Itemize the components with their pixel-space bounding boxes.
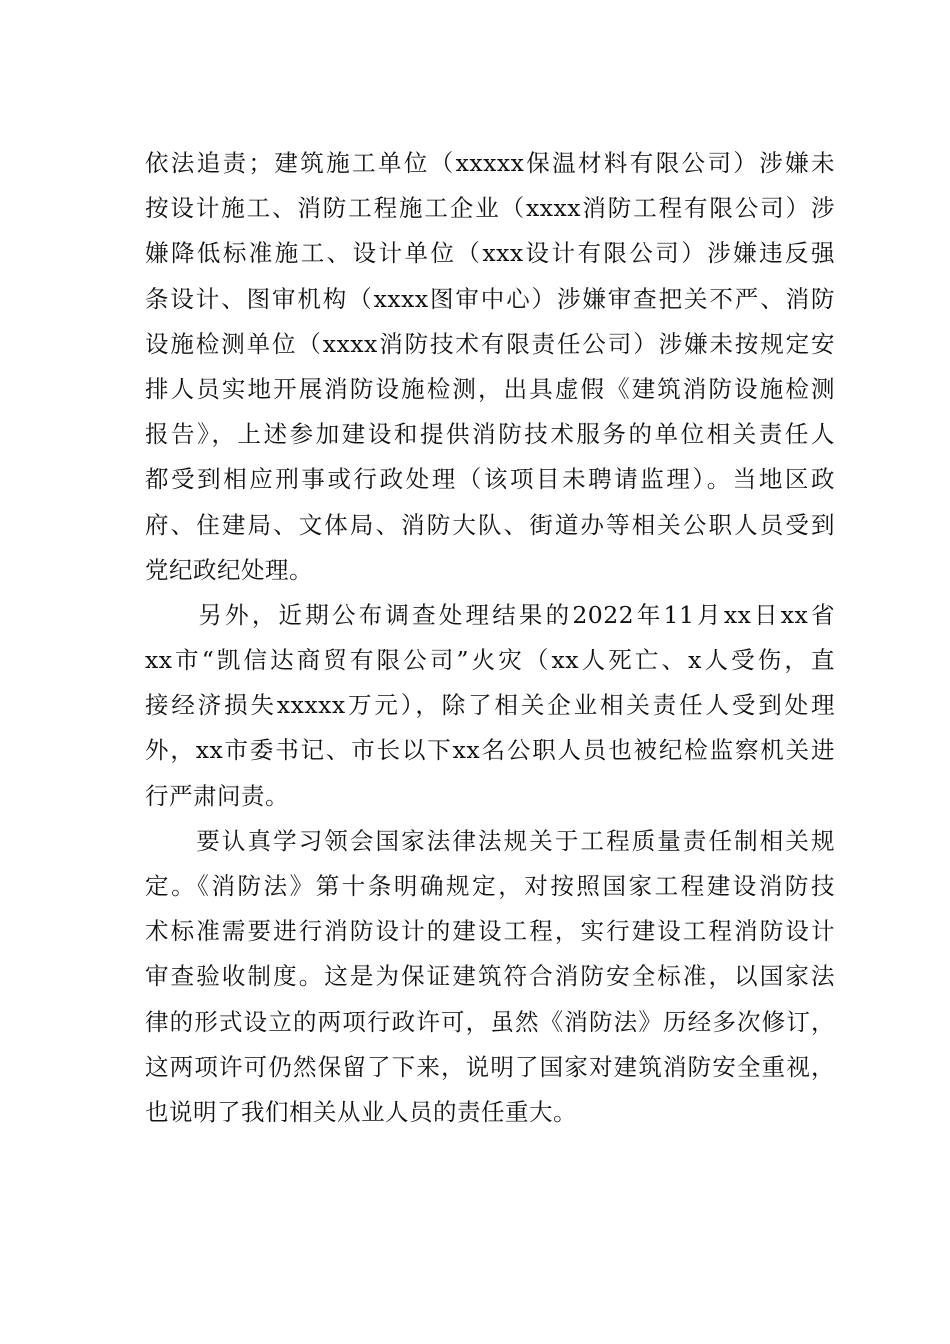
text-line: 定。《消防法》第十条明确规定，对按照国家工程建设消防技 xyxy=(145,872,835,900)
text-line: 审查验收制度。这是为保证建筑符合消防安全标准，以国家法 xyxy=(145,962,835,991)
text-line: 外，xx市委书记、市长以下xx名公职人员也被纪检监察机关进 xyxy=(145,736,835,765)
text-line: 府、住建局、文体局、消防大队、街道办等相关公职人员受到 xyxy=(145,510,835,539)
text-line: 接经济损失xxxxx万元），除了相关企业相关责任人受到处理 xyxy=(145,691,835,720)
text-line: 党纪政纪处理。 xyxy=(145,555,313,584)
text-line: 报告》，上述参加建设和提供消防技术服务的单位相关责任人 xyxy=(145,420,835,449)
text-line: 另外，近期公布调查处理结果的2022年11月xx日xx省 xyxy=(145,600,835,629)
text-line: 依法追责；建筑施工单位（xxxxx保温材料有限公司）涉嫌未 xyxy=(145,149,835,177)
text-line: 条设计、图审机构（xxxx图审中心）涉嫌审查把关不严、消防 xyxy=(145,284,835,313)
text-line: 也说明了我们相关从业人员的责任重大。 xyxy=(145,1097,577,1126)
text-line: 按设计施工、消防工程施工企业（xxxx消防工程有限公司）涉 xyxy=(145,194,835,223)
text-line: 术标准需要进行消防设计的建设工程，实行建设工程消防设计 xyxy=(145,917,835,946)
text-line: 排人员实地开展消防设施检测，出具虚假《建筑消防设施检测 xyxy=(145,374,835,403)
text-line: 行严肃问责。 xyxy=(145,781,289,810)
paragraph-2 xyxy=(145,593,835,819)
text-line: 嫌降低标准施工、设计单位（xxx设计有限公司）涉嫌违反强 xyxy=(145,239,835,268)
paragraph-3 xyxy=(145,819,835,1135)
text-line: 要认真学习领会国家法律法规关于工程质量责任制相关规 xyxy=(145,826,835,855)
paragraph-1 xyxy=(145,141,835,593)
document-body xyxy=(145,141,835,1135)
text-line: 这两项许可仍然保留了下来，说明了国家对建筑消防安全重视， xyxy=(145,1052,835,1081)
text-line: 律的形式设立的两项行政许可，虽然《消防法》历经多次修订， xyxy=(145,1007,835,1036)
text-line: xx市“凯信达商贸有限公司”火灾（xx人死亡、x人受伤，直 xyxy=(145,646,835,675)
text-line: 设施检测单位（xxxx消防技术有限责任公司）涉嫌未按规定安 xyxy=(145,329,835,358)
text-line: 都受到相应刑事或行政处理（该项目未聘请监理）。当地区政 xyxy=(145,465,835,494)
